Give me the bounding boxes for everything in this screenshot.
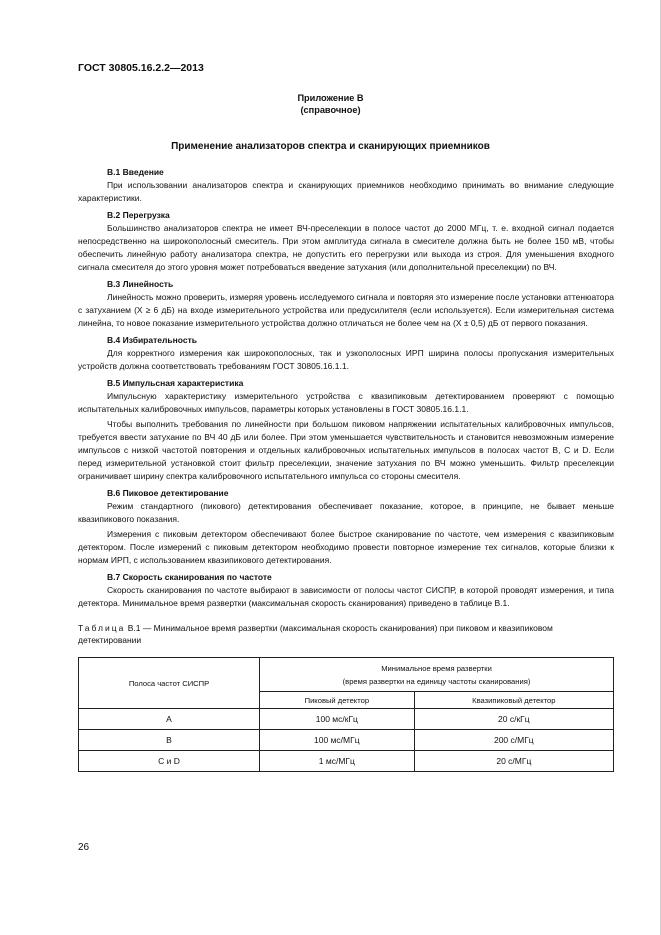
table-caption-label: Таблица <box>78 623 126 633</box>
table-row <box>79 709 614 730</box>
section-title: В.6 Пиковое детектирование <box>107 488 229 498</box>
section-b4 <box>78 334 614 373</box>
group-header-line1: Минимальное время развертки <box>381 663 492 673</box>
cell-quasipeak: 20 с/кГц <box>414 709 613 730</box>
table-caption-text: В.1 — Минимальное время развертки (максимальная скорость сканирования) при пиковом и квазипиковом детектировании <box>78 623 553 645</box>
cell-peak: 100 мс/МГц <box>260 730 415 751</box>
col-header-quasipeak: Квазипиковый детектор <box>414 692 613 709</box>
section-b1 <box>78 166 614 205</box>
col-header-group <box>260 658 614 692</box>
cell-quasipeak: 200 с/МГц <box>414 730 613 751</box>
section-title: В.3 Линейность <box>107 279 174 289</box>
col-header-peak: Пиковый детектор <box>260 692 415 709</box>
paragraph: Для корректного измерения как широкополосных, так и узкополосных ИРП ширина полосы пропускания измерительных устройств должна соответствовать требованиям ГОСТ 30805.16.1.1. <box>78 348 614 371</box>
annex-title: Приложение В <box>297 93 364 103</box>
section-b2 <box>78 209 614 274</box>
page-number: 26 <box>78 842 90 853</box>
paragraph: Измерения с пиковым детектором обеспечивают более быстрое сканирование по частоте, чем измерения с квазипиковым детектором. После измерений с пиковым детектором необходимо провести повторное измерение тех сигналов, которые близки к нормам ИРП, с использованием квазипикового детектирования. <box>78 529 614 565</box>
section-title: В.4 Избирательность <box>107 335 197 345</box>
main-title: Применение анализаторов спектра и сканирующих приемников <box>171 141 490 152</box>
section-b5 <box>78 377 614 483</box>
cell-quasipeak: 20 с/МГц <box>414 751 613 772</box>
paragraph: Режим стандартного (пикового) детектирования обеспечивает показание, которое, в принципе, не бывает меньше квазипикового показания. <box>78 501 614 524</box>
section-b6 <box>78 487 614 567</box>
annex-subtitle: (справочное) <box>300 105 361 115</box>
table-caption <box>78 622 614 646</box>
section-b7 <box>78 571 614 610</box>
document-code: ГОСТ 30805.16.2.2—2013 <box>78 62 204 74</box>
cell-band: С и D <box>79 751 260 772</box>
paragraph: Скорость сканирования по частоте выбирают в зависимости от полосы частот СИСПР, в которой проводят измерения, и типа детектора. Минимальное время развертки (максимальная скорость сканирования) приведено в таблице В.1. <box>78 585 614 608</box>
section-title: В.1 Введение <box>107 167 164 177</box>
section-title: В.5 Импульсная характеристика <box>107 378 244 388</box>
paragraph: Импульсную характеристику измерительного устройства с квазипиковым детектированием проверяют с помощью испытательных калибровочных импульсов, параметры которых установлены в ГОСТ 30805.16.1.1. <box>78 391 614 414</box>
cell-peak: 100 мс/кГц <box>260 709 415 730</box>
paragraph: Большинство анализаторов спектра не имеет ВЧ-преселекции в полосе частот до 2000 МГц, т. е. входной сигнал подается непосредственно на широкополосный смеситель. При этом амплитуда сигнала в смесителе должна быть не более 150 мВ, чтобы обеспечить линейную работу анализатора спектра, не допустить его перегрузки или выхода из строя. Для уменьшения входного сигнала смесителя до этого уровня может потребоваться введение затухания (или дополнительной преселекции) по ВЧ. <box>78 223 614 272</box>
section-title: В.7 Скорость сканирования по частоте <box>107 572 272 582</box>
table-row <box>79 730 614 751</box>
section-title: В.2 Перегрузка <box>107 210 170 220</box>
cell-band: В <box>79 730 260 751</box>
cell-peak: 1 мс/МГц <box>260 751 415 772</box>
paragraph: Чтобы выполнить требования по линейности при большом пиковом напряжении испытательных калибровочных импульсов, требуется ввести затухание по ВЧ 40 дБ или более. При этом уменьшается чувствительность и становится невозможным измерение импульсов с низкой частотой повторения и отдельных калибровочных испытательных импульсов в полосах частот В, С и D. Если перед измерительной установкой стоит фильтр преселекции, значение затухания по ВЧ можно уменьшить. Фильтр преселекции ограничивает ширину спектра калибровочного испытательного импульса со стороны смесителя. <box>78 419 614 481</box>
cell-band: А <box>79 709 260 730</box>
sweep-time-table <box>78 657 614 772</box>
paragraph: При использовании анализаторов спектра и сканирующих приемников необходимо принимать во внимание следующие характеристики. <box>78 180 614 203</box>
table-row <box>79 751 614 772</box>
paragraph: Линейность можно проверить, измеряя уровень исследуемого сигнала и повторяя это измерение после установки аттенюатора с затуханием (X ≥ 6 дБ) на входе измерительного устройства или предусилителя (если используется). Если измерительная система линейна, то новое показание измерительного устройства должно отличаться не более чем на (X ± 0,5) дБ от первого показания. <box>78 292 614 328</box>
group-header-line2: (время развертки на единицу частоты сканирования) <box>342 676 531 686</box>
document-body <box>78 166 614 772</box>
section-b3 <box>78 278 614 330</box>
col-header-band: Полоса частот СИСПР <box>79 658 260 709</box>
